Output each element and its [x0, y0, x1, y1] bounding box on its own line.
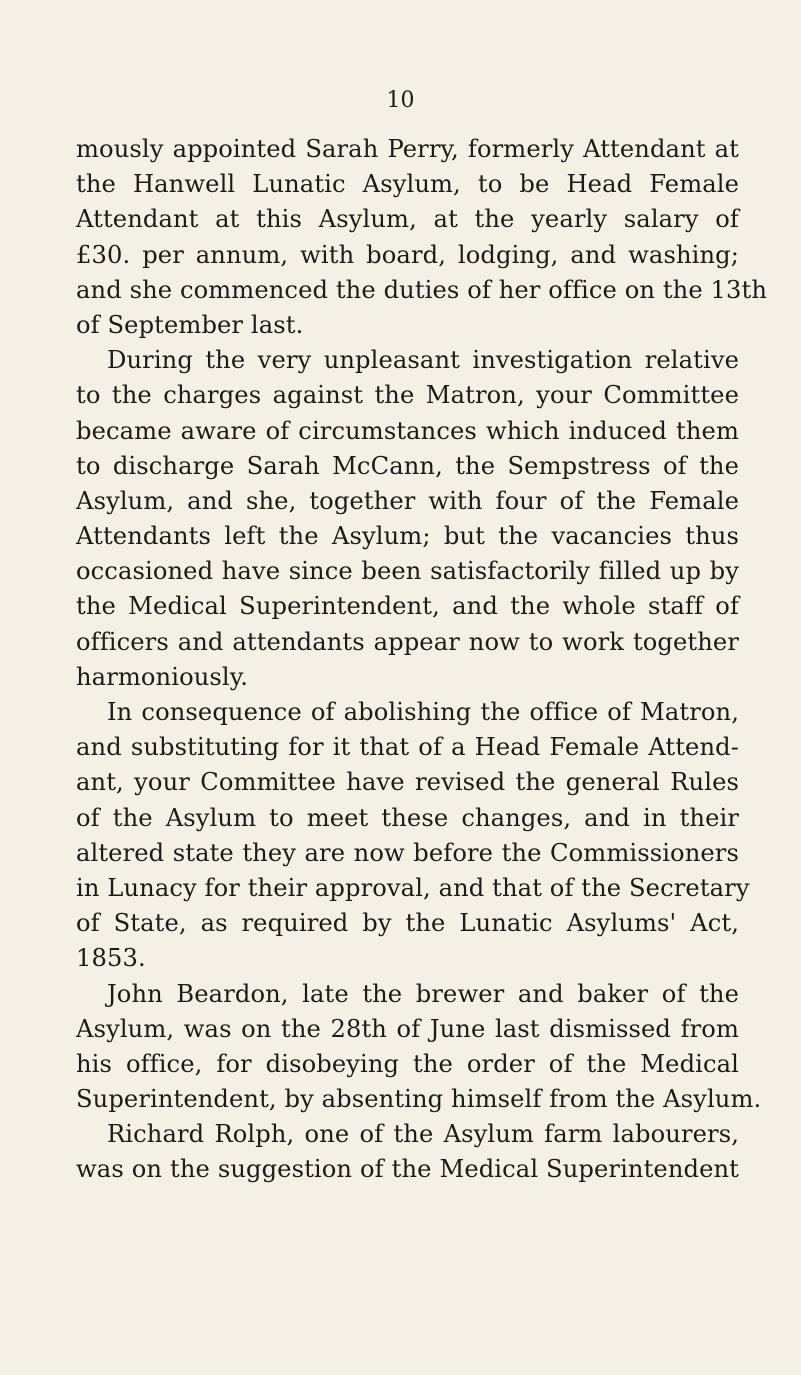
text-line: During the very unpleasant investigation relative — [107, 346, 739, 375]
text-line: and substituting for it that of a Head Female Attend- — [76, 733, 739, 762]
paragraph-2 — [76, 343, 739, 695]
text-line: and she commenced the duties of her office on the 13th — [76, 275, 767, 304]
text-line: his office, for disobeying the order of the Medical — [76, 1049, 739, 1078]
text-line: Asylum, and she, together with four of the Female — [76, 486, 739, 515]
text-line: in Lunacy for their approval, and that of the Secretary — [76, 873, 750, 902]
text-line: Attendants left the Asylum; but the vacancies thus — [76, 522, 739, 551]
text-line: 1853. — [76, 944, 146, 973]
paragraph-3 — [76, 695, 750, 977]
text-line: to discharge Sarah McCann, the Sempstress of the — [76, 451, 739, 480]
text-line: of State, as required by the Lunatic Asylums' Act, — [76, 909, 739, 938]
text-line: of the Asylum to meet these changes, and in their — [76, 803, 739, 832]
paragraph-4 — [76, 977, 762, 1118]
text-line: Asylum, was on the 28th of June last dismissed from — [76, 1014, 739, 1043]
text-line: harmoniously. — [76, 662, 249, 691]
document-body — [76, 132, 767, 1188]
text-line: became aware of circumstances which induced them — [76, 416, 739, 445]
text-line: mously appointed Sarah Perry, formerly Attendant at — [76, 135, 739, 163]
text-line: ant, your Committee have revised the general Rules — [76, 768, 739, 797]
text-line: the Hanwell Lunatic Asylum, to be Head Female — [76, 170, 739, 199]
text-line: John Beardon, late the brewer and baker of the — [107, 979, 739, 1008]
text-line: Richard Rolph, one of the Asylum farm labourers, — [107, 1120, 739, 1149]
text-line: In consequence of abolishing the office of Matron, — [107, 698, 739, 726]
text-line: to the charges against the Matron, your Committee — [76, 381, 739, 410]
paragraph-5 — [76, 1117, 739, 1187]
paragraph-1 — [76, 132, 767, 343]
text-line: of September last. — [76, 310, 304, 339]
page-number: 10 — [386, 88, 415, 113]
text-line: £30. per annum, with board, lodging, and washing; — [76, 240, 739, 269]
text-line: officers and attendants appear now to work together — [76, 627, 739, 656]
text-line: the Medical Superintendent, and the whole staff of — [76, 592, 739, 621]
text-line: occasioned have since been satisfactorily filled up by — [76, 557, 739, 586]
text-line: Superintendent, by absenting himself from the Asylum. — [76, 1085, 762, 1114]
text-line: Attendant at this Asylum, at the yearly salary of — [76, 205, 739, 234]
text-line: was on the suggestion of the Medical Superintendent — [76, 1155, 739, 1184]
text-line: altered state they are now before the Commissioners — [76, 838, 739, 867]
